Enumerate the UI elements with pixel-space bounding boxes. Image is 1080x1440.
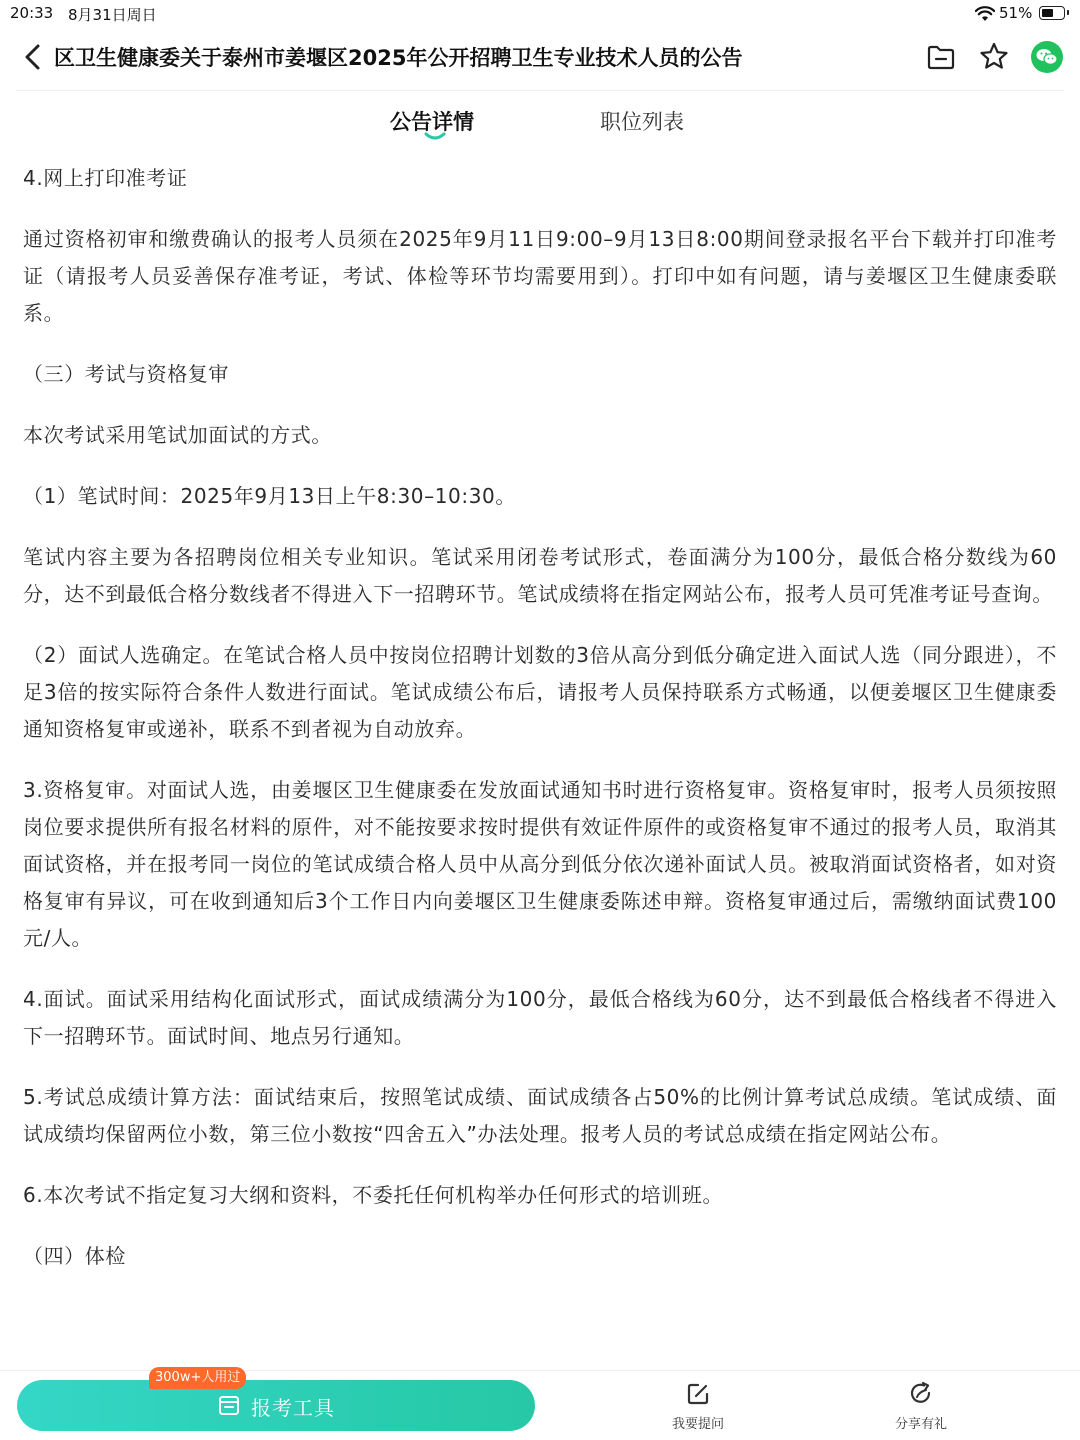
- tool-box-icon: [218, 1394, 240, 1416]
- status-time: 20:33: [10, 4, 54, 22]
- star-icon[interactable]: [977, 40, 1011, 74]
- header-divider: [16, 90, 1064, 91]
- paragraph: 4.面试。面试采用结构化面试形式，面试成绩满分为100分，最低合格线为60分，达不到最低合格线者不得进入下一招聘环节。面试时间、地点另行通知。: [23, 987, 1057, 1048]
- exam-tools-label: 报考工具: [251, 1396, 335, 1420]
- exam-tools-button[interactable]: [17, 1380, 535, 1431]
- status-date: 8月31日周日: [68, 6, 157, 24]
- section-heading: （三）考试与资格复审: [23, 362, 229, 386]
- share-button[interactable]: [876, 1380, 966, 1436]
- article-body: [23, 160, 1057, 1368]
- ask-question-label: 我要提问: [671, 1417, 724, 1432]
- battery-icon: [1039, 6, 1065, 20]
- tab-bar: [0, 96, 1080, 146]
- tab-announcement-detail[interactable]: 公告详情: [390, 110, 474, 134]
- folder-icon[interactable]: [924, 40, 958, 74]
- edit-icon: [684, 1380, 712, 1408]
- share-label: 分享有礼: [894, 1417, 947, 1432]
- paragraph: 通过资格初审和缴费确认的报考人员须在2025年9月11日9:00–9月13日8:00期间登录报名平台下载并打印准考证（请报考人员妥善保存准考证，考试、体检等环节均需要用到）。打印中如有问题，请与姜堰区卫生健康委联系。: [23, 227, 1057, 325]
- status-bar: [0, 0, 1080, 28]
- wechat-icon[interactable]: [1031, 41, 1063, 73]
- tab-position-list[interactable]: 职位列表: [600, 110, 684, 134]
- share-icon: [907, 1380, 935, 1408]
- paragraph: （2）面试人选确定。在笔试合格人员中按岗位招聘计划数的3倍从高分到低分确定进入面试人选（同分跟进），不足3倍的按实际符合条件人数进行面试。笔试成绩公布后，请报考人员保持联系方式畅通，以便姜堰区卫生健康委通知资格复审或递补，联系不到者视为自动放弃。: [23, 643, 1057, 741]
- wifi-icon: [975, 6, 995, 22]
- paragraph: 4.网上打印准考证: [23, 166, 188, 190]
- paragraph: 6.本次考试不指定复习大纲和资料，不委托任何机构举办任何形式的培训班。: [23, 1183, 724, 1207]
- paragraph: 本次考试采用笔试加面试的方式。: [23, 423, 332, 447]
- battery-percent: 51%: [999, 4, 1033, 22]
- usage-badge: 300w+人用过: [149, 1367, 246, 1389]
- page-title: 区卫生健康委关于泰州市姜堰区2025年公开招聘卫生专业技术人员的公告: [54, 46, 743, 70]
- section-heading: （四）体检: [23, 1244, 126, 1268]
- paragraph: 笔试内容主要为各招聘岗位相关专业知识。笔试采用闭卷考试形式，卷面满分为100分，最低合格分数线为60分，达不到最低合格分数线者不得进入下一招聘环节。笔试成绩将在指定网站公布，报考人员可凭准考证号查询。: [23, 545, 1057, 606]
- paragraph: 5.考试总成绩计算方法：面试结束后，按照笔试成绩、面试成绩各占50%的比例计算考试总成绩。笔试成绩、面试成绩均保留两位小数，第三位小数按“四舍五入”办法处理。报考人员的考试总成绩在指定网站公布。: [23, 1085, 1057, 1146]
- header-bar: [0, 30, 1080, 86]
- back-icon[interactable]: [20, 42, 46, 72]
- paragraph: （1）笔试时间：2025年9月13日上午8:30–10:30。: [23, 484, 516, 508]
- paragraph: 3.资格复审。对面试人选，由姜堰区卫生健康委在发放面试通知书时进行资格复审。资格复审时，报考人员须按照岗位要求提供所有报名材料的原件，对不能按要求按时提供有效证件原件的或资格复审不通过的报考人员，取消其面试资格，并在报考同一岗位的笔试成绩合格人员中从高分到低分依次递补面试人员。被取消面试资格者，如对资格复审有异议，可在收到通知后3个工作日内向姜堰区卫生健康委陈述申辩。资格复审通过后，需缴纳面试费100元/人。: [23, 778, 1057, 950]
- ask-question-button[interactable]: [653, 1380, 743, 1436]
- active-tab-indicator: [424, 132, 446, 140]
